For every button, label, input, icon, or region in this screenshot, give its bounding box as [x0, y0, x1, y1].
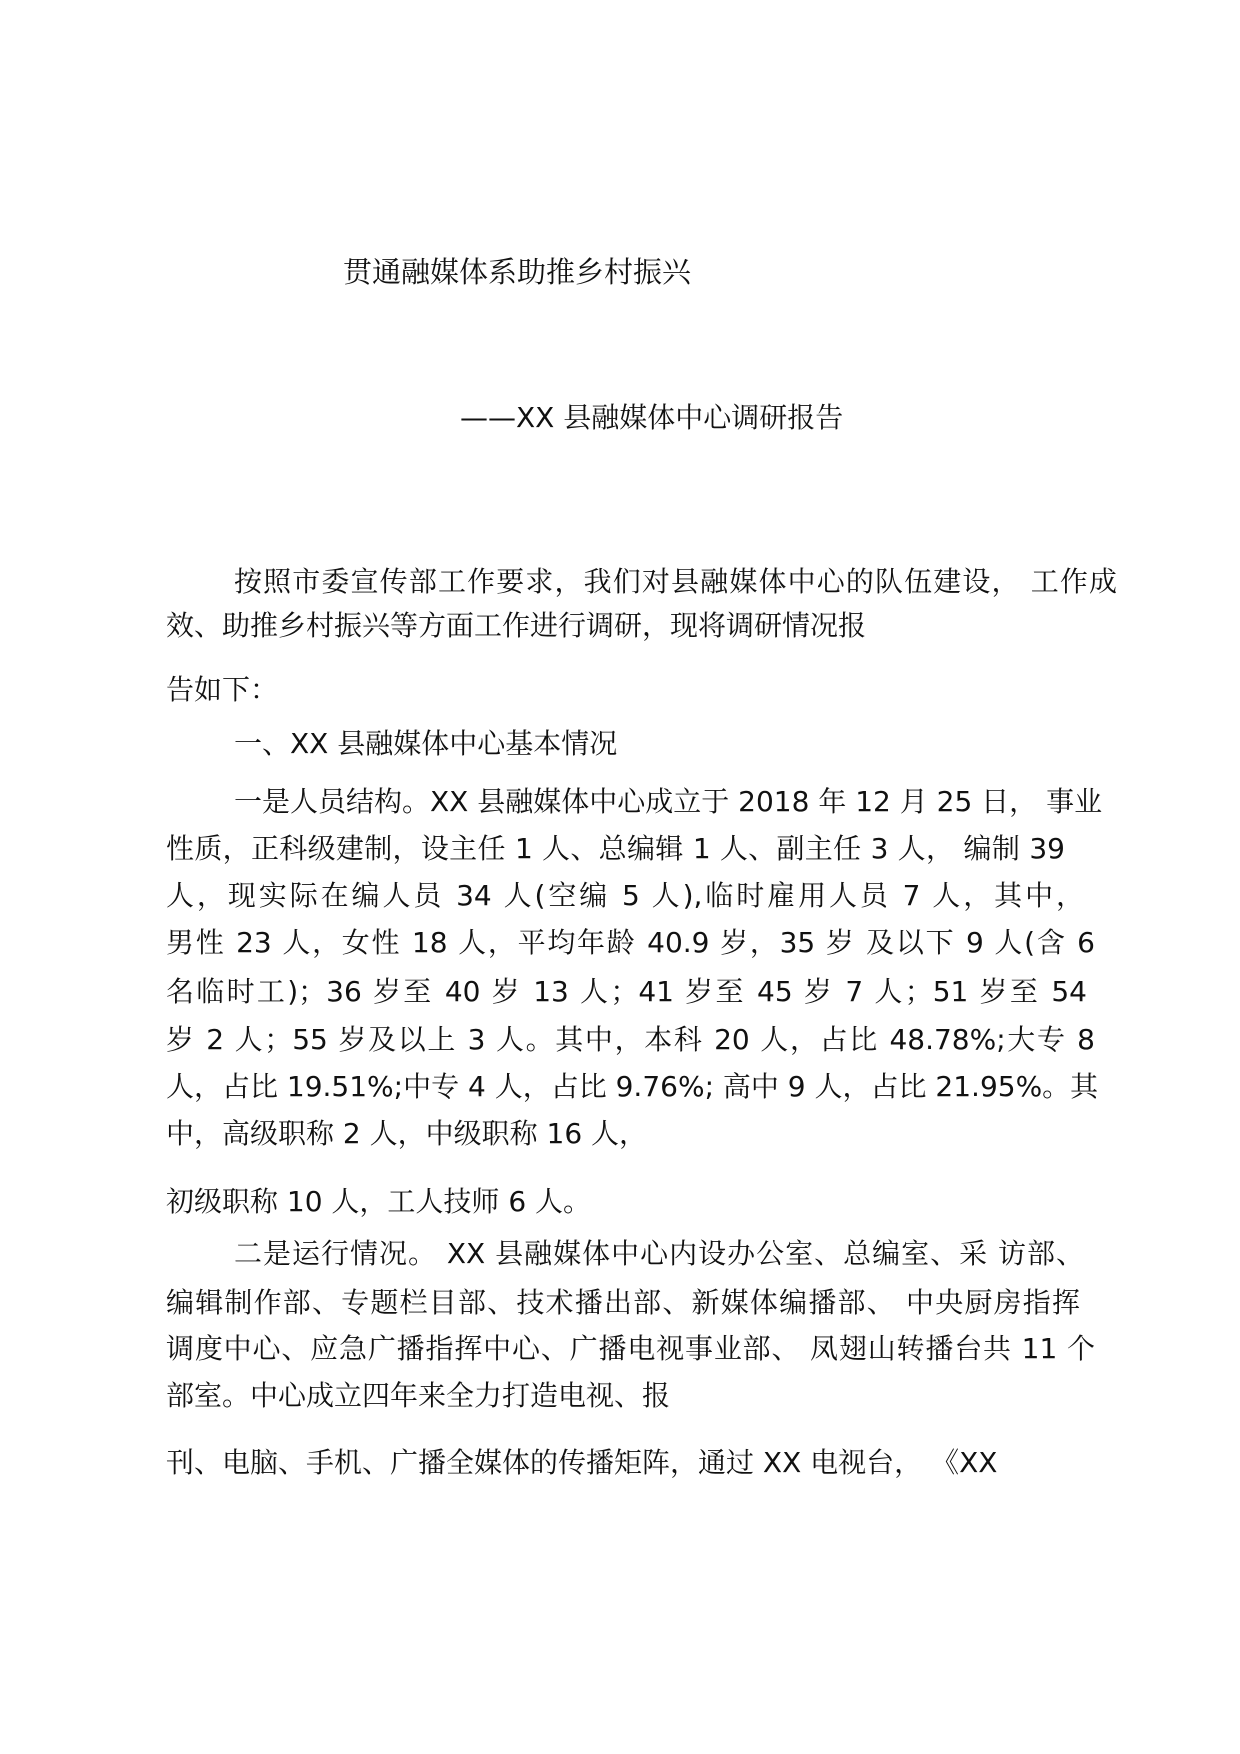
- paragraph-line: 性质，正科级建制，设主任 1 人、总编辑 1 人、副主任 3 人， 编制 39: [166, 832, 1065, 865]
- document-title: 贯通融媒体系助推乡村振兴: [343, 255, 692, 289]
- paragraph-line: 男性 23 人，女性 18 人，平均年龄 40.9 岁，35 岁 及以下 9 人(含 6: [166, 926, 1095, 959]
- paragraph-line: 告如下：: [166, 673, 279, 706]
- paragraph-line: 部室。中心成立四年来全力打造电视、报: [166, 1379, 671, 1412]
- paragraph-line: 名临时工)；36 岁至 40 岁 13 人；41 岁至 45 岁 7 人；51 岁至 54: [166, 975, 1087, 1008]
- paragraph-line: 编辑制作部、专题栏目部、技术播出部、新媒体编播部、 中央厨房指挥: [166, 1286, 1080, 1319]
- paragraph-line: 刊、电脑、手机、广播全媒体的传播矩阵，通过 XX 电视台， 《XX: [166, 1446, 998, 1479]
- paragraph-line: 效、助推乡村振兴等方面工作进行调研，现将调研情况报: [166, 609, 867, 642]
- paragraph-line: 人，占比 19.51%;中专 4 人，占比 9.76%; 高中 9 人，占比 21.95%。其: [166, 1070, 1099, 1103]
- paragraph-line: 二是运行情况。 XX 县融媒体中心内设办公室、总编室、采 访部、: [234, 1237, 1084, 1270]
- paragraph-line: 按照市委宣传部工作要求，我们对县融媒体中心的队伍建设， 工作成: [234, 565, 1117, 598]
- paragraph-line: 初级职称 10 人，工人技师 6 人。: [166, 1185, 592, 1218]
- paragraph-line: 中，高级职称 2 人，中级职称 16 人，: [166, 1117, 648, 1150]
- document-subtitle: ——XX 县融媒体中心调研报告: [460, 401, 844, 434]
- paragraph-line: 一是人员结构。XX 县融媒体中心成立于 2018 年 12 月 25 日， 事业: [234, 785, 1103, 818]
- section-heading: 一、XX 县融媒体中心基本情况: [234, 727, 618, 760]
- paragraph-line: 调度中心、应急广播指挥中心、广播电视事业部、 凤翅山转播台共 11 个: [166, 1332, 1095, 1365]
- paragraph-line: 人，现实际在编人员 34 人(空编 5 人),临时雇用人员 7 人，其中，: [166, 879, 1084, 912]
- paragraph-line: 岁 2 人；55 岁及以上 3 人。其中，本科 20 人，占比 48.78%;大专 8: [166, 1023, 1095, 1056]
